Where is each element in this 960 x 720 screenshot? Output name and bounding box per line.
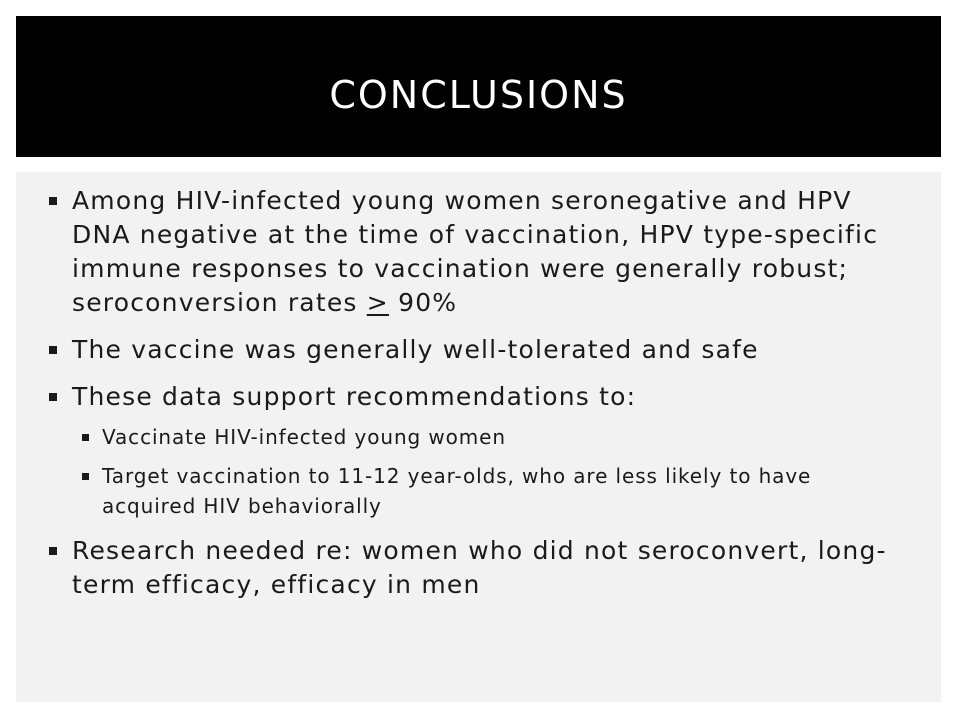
bullet-research-needed: [46, 534, 911, 602]
bullet-recommendations: [46, 380, 911, 414]
sub-bullet-list: [46, 422, 911, 521]
sub-bullet-target-age: [72, 461, 911, 521]
slide-title: CONCLUSIONS: [329, 72, 628, 117]
sub-bullet-text: Vaccinate HIV-infected young women: [102, 425, 506, 449]
bullet-text: These data support recommendations to:: [72, 382, 637, 411]
square-bullet-icon: [49, 346, 57, 354]
content-panel: [16, 172, 941, 702]
square-bullet-icon: [82, 473, 89, 480]
greater-equal-symbol: >: [366, 288, 389, 317]
square-bullet-icon: [49, 547, 57, 555]
sub-bullet-vaccinate: [72, 422, 911, 452]
square-bullet-icon: [82, 434, 89, 441]
bullet-immune-response: [46, 184, 911, 320]
bullet-safety: [46, 333, 911, 367]
title-bar: [16, 16, 941, 157]
square-bullet-icon: [49, 197, 57, 205]
bullet-text: The vaccine was generally well-tolerated and safe: [72, 335, 759, 364]
bullet-text-suffix: 90%: [388, 288, 458, 317]
bullet-text: Among HIV-infected young women seronegative and HPV DNA negative at the time of vaccination, HPV type-specific immune responses to vaccination were generally robust; seroconversion rates: [72, 186, 879, 317]
square-bullet-icon: [49, 393, 57, 401]
bullet-text: Research needed re: women who did not seroconvert, long-term efficacy, efficacy in men: [72, 536, 887, 599]
sub-bullet-text: Target vaccination to 11-12 year-olds, who are less likely to have acquired HIV behaviorally: [102, 464, 812, 518]
bullet-list: [16, 172, 941, 602]
